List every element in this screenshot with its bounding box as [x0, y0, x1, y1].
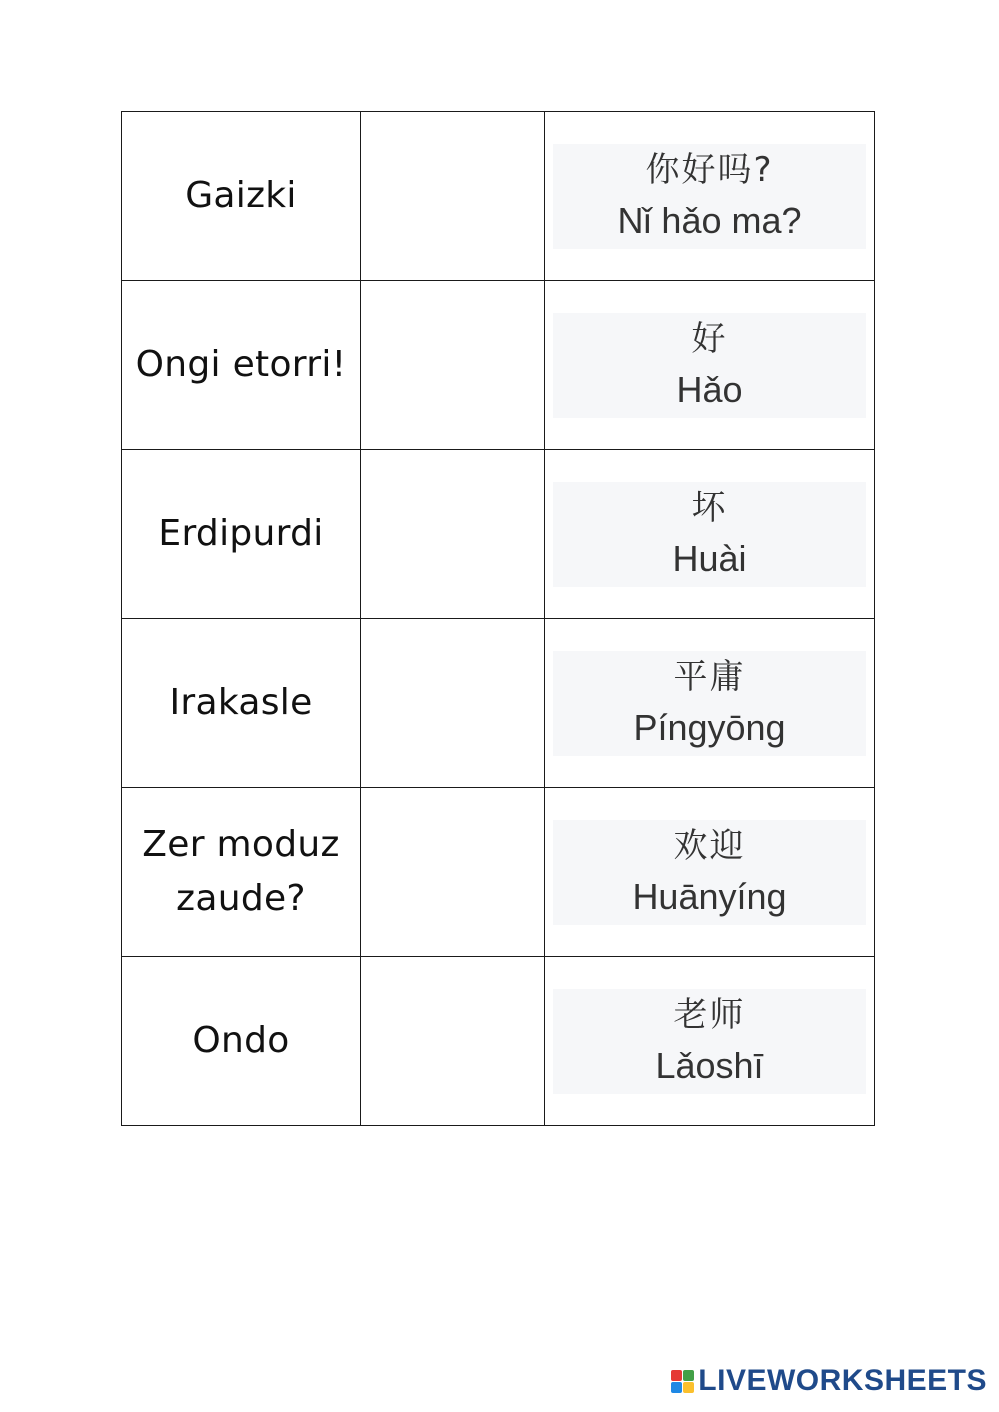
- chinese-card[interactable]: [553, 313, 866, 418]
- pinyin-text: Nǐ hǎo ma?: [617, 200, 802, 241]
- basque-cell: [122, 957, 361, 1126]
- chinese-cell: [545, 957, 875, 1126]
- basque-cell: [122, 788, 361, 957]
- answer-drop-cell[interactable]: [361, 112, 545, 281]
- answer-drop-cell[interactable]: [361, 281, 545, 450]
- basque-cell: [122, 281, 361, 450]
- chinese-card[interactable]: [553, 820, 866, 925]
- basque-cell: [122, 112, 361, 281]
- basque-word: Ondo: [192, 1020, 290, 1061]
- pinyin-text: Huānyíng: [632, 876, 787, 917]
- table-row: [122, 788, 875, 957]
- logo-square-blue: [671, 1382, 682, 1393]
- logo-square-yellow: [683, 1382, 694, 1393]
- chinese-card[interactable]: [553, 482, 866, 587]
- table-row: [122, 112, 875, 281]
- basque-word: Zer moduz zaude?: [142, 824, 340, 919]
- answer-drop-cell[interactable]: [361, 450, 545, 619]
- basque-word: Erdipurdi: [158, 513, 324, 554]
- basque-cell: [122, 450, 361, 619]
- liveworksheets-logo-icon: [671, 1370, 694, 1393]
- chinese-cell: [545, 788, 875, 957]
- hanzi-text: 平庸: [673, 657, 746, 697]
- brand-name: LIVEWORKSHEETS: [698, 1364, 987, 1397]
- matching-table: [121, 111, 875, 1126]
- answer-drop-cell[interactable]: [361, 957, 545, 1126]
- hanzi-text: 坏: [691, 488, 728, 528]
- chinese-cell: [545, 281, 875, 450]
- chinese-card[interactable]: [553, 651, 866, 756]
- table-row: [122, 281, 875, 450]
- answer-drop-cell[interactable]: [361, 788, 545, 957]
- hanzi-text: 你好吗?: [645, 150, 774, 190]
- liveworksheets-brand: [671, 1364, 987, 1398]
- chinese-cell: [545, 450, 875, 619]
- answer-drop-cell[interactable]: [361, 619, 545, 788]
- logo-square-red: [671, 1370, 682, 1381]
- basque-cell: [122, 619, 361, 788]
- chinese-card[interactable]: [553, 989, 866, 1094]
- logo-square-green: [683, 1370, 694, 1381]
- chinese-cell: [545, 619, 875, 788]
- pinyin-text: Píngyōng: [633, 707, 786, 748]
- basque-word: Irakasle: [169, 682, 313, 723]
- chinese-card[interactable]: [553, 144, 866, 249]
- table-row: [122, 957, 875, 1126]
- pinyin-text: Lǎoshī: [655, 1045, 764, 1086]
- pinyin-text: Huài: [672, 538, 747, 579]
- table-row: [122, 450, 875, 619]
- chinese-cell: [545, 112, 875, 281]
- hanzi-text: 好: [691, 319, 728, 359]
- hanzi-text: 欢迎: [673, 826, 746, 866]
- hanzi-text: 老师: [673, 995, 746, 1035]
- basque-word: Ongi etorri!: [135, 344, 347, 385]
- pinyin-text: Hǎo: [676, 369, 743, 410]
- basque-word: Gaizki: [185, 175, 297, 216]
- table-row: [122, 619, 875, 788]
